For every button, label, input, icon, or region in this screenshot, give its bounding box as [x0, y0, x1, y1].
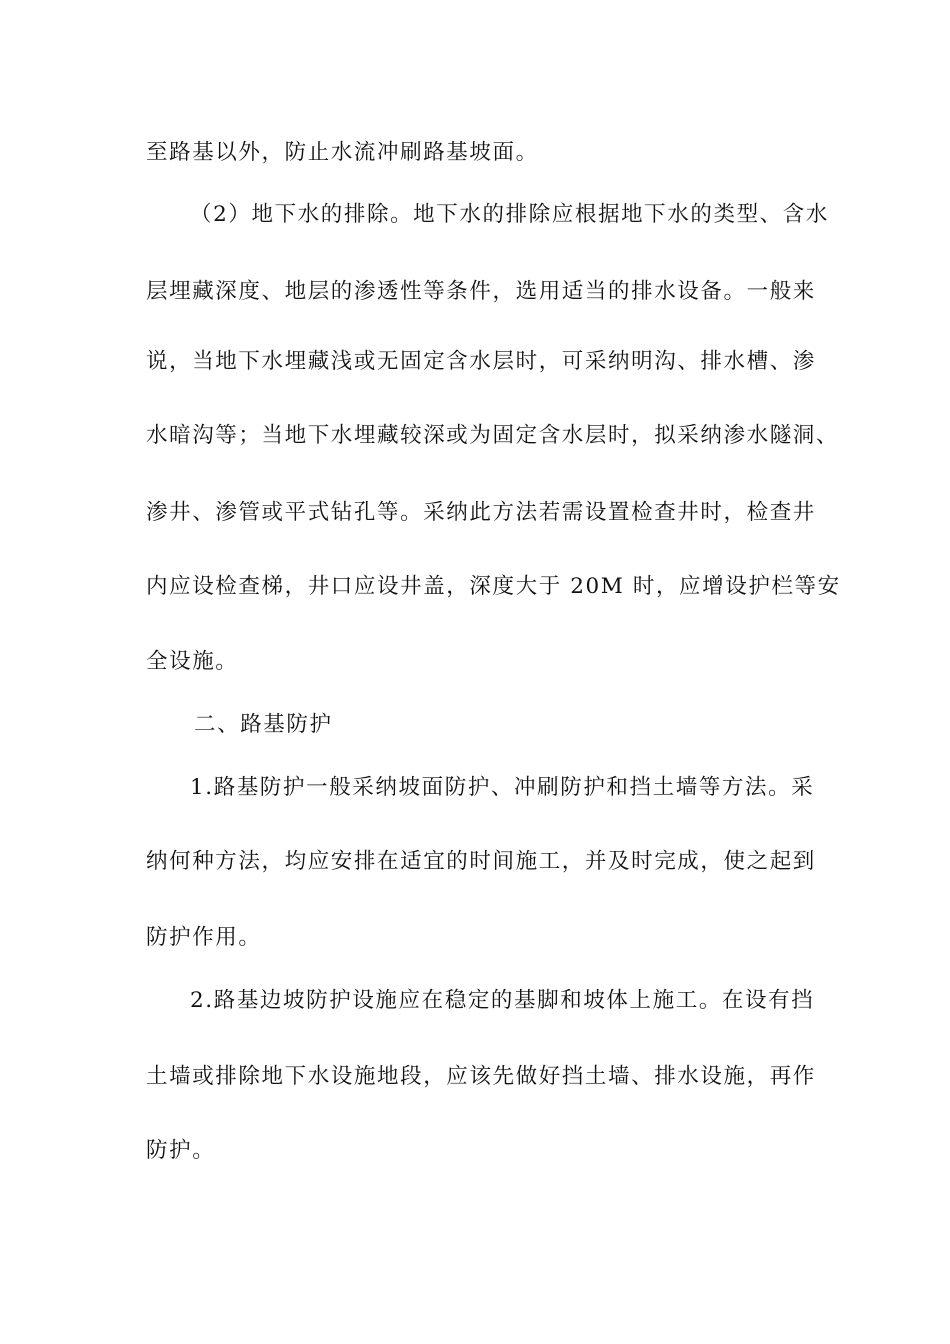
section-heading: 二、路基防护 [194, 712, 333, 737]
paragraph-line: （2）地下水的排除。地下水的排除应根据地下水的类型、含水 [190, 202, 829, 227]
paragraph-line: 防护。 [146, 1138, 216, 1163]
paragraph-line: 1.路基防护一般采纳坡面防护、冲刷防护和挡土墙等方法。采 [190, 775, 815, 800]
paragraph-line: 层埋藏深度、地层的渗透性等条件，选用适当的排水设备。一般来 [146, 279, 816, 304]
paragraph-line: 水暗沟等；当地下水埋藏较深或为固定含水层时，拟采纳渗水隧洞、 [146, 423, 840, 448]
paragraph-line: 渗井、渗管或平式钻孔等。采纳此方法若需设置检查井时，检查井 [146, 500, 816, 525]
paragraph-line: 2.路基边坡防护设施应在稳定的基脚和坡体上施工。在设有挡 [190, 988, 815, 1013]
paragraph-line: 内应设检查梯，井口应设井盖，深度大于 20M 时，应增设护栏等安 [146, 574, 841, 599]
paragraph-line: 全设施。 [146, 649, 239, 674]
paragraph-line: 至路基以外，防止水流冲刷路基坡面。 [146, 140, 539, 165]
paragraph-line: 土墙或排除地下水设施地段，应该先做好挡土墙、排水设施，再作 [146, 1064, 816, 1089]
paragraph-line: 说，当地下水埋藏浅或无固定含水层时，可采纳明沟、排水槽、渗 [146, 349, 816, 374]
paragraph-line: 防护作用。 [146, 925, 262, 950]
paragraph-line: 纳何种方法，均应安排在适宜的时间施工，并及时完成，使之起到 [146, 849, 816, 874]
